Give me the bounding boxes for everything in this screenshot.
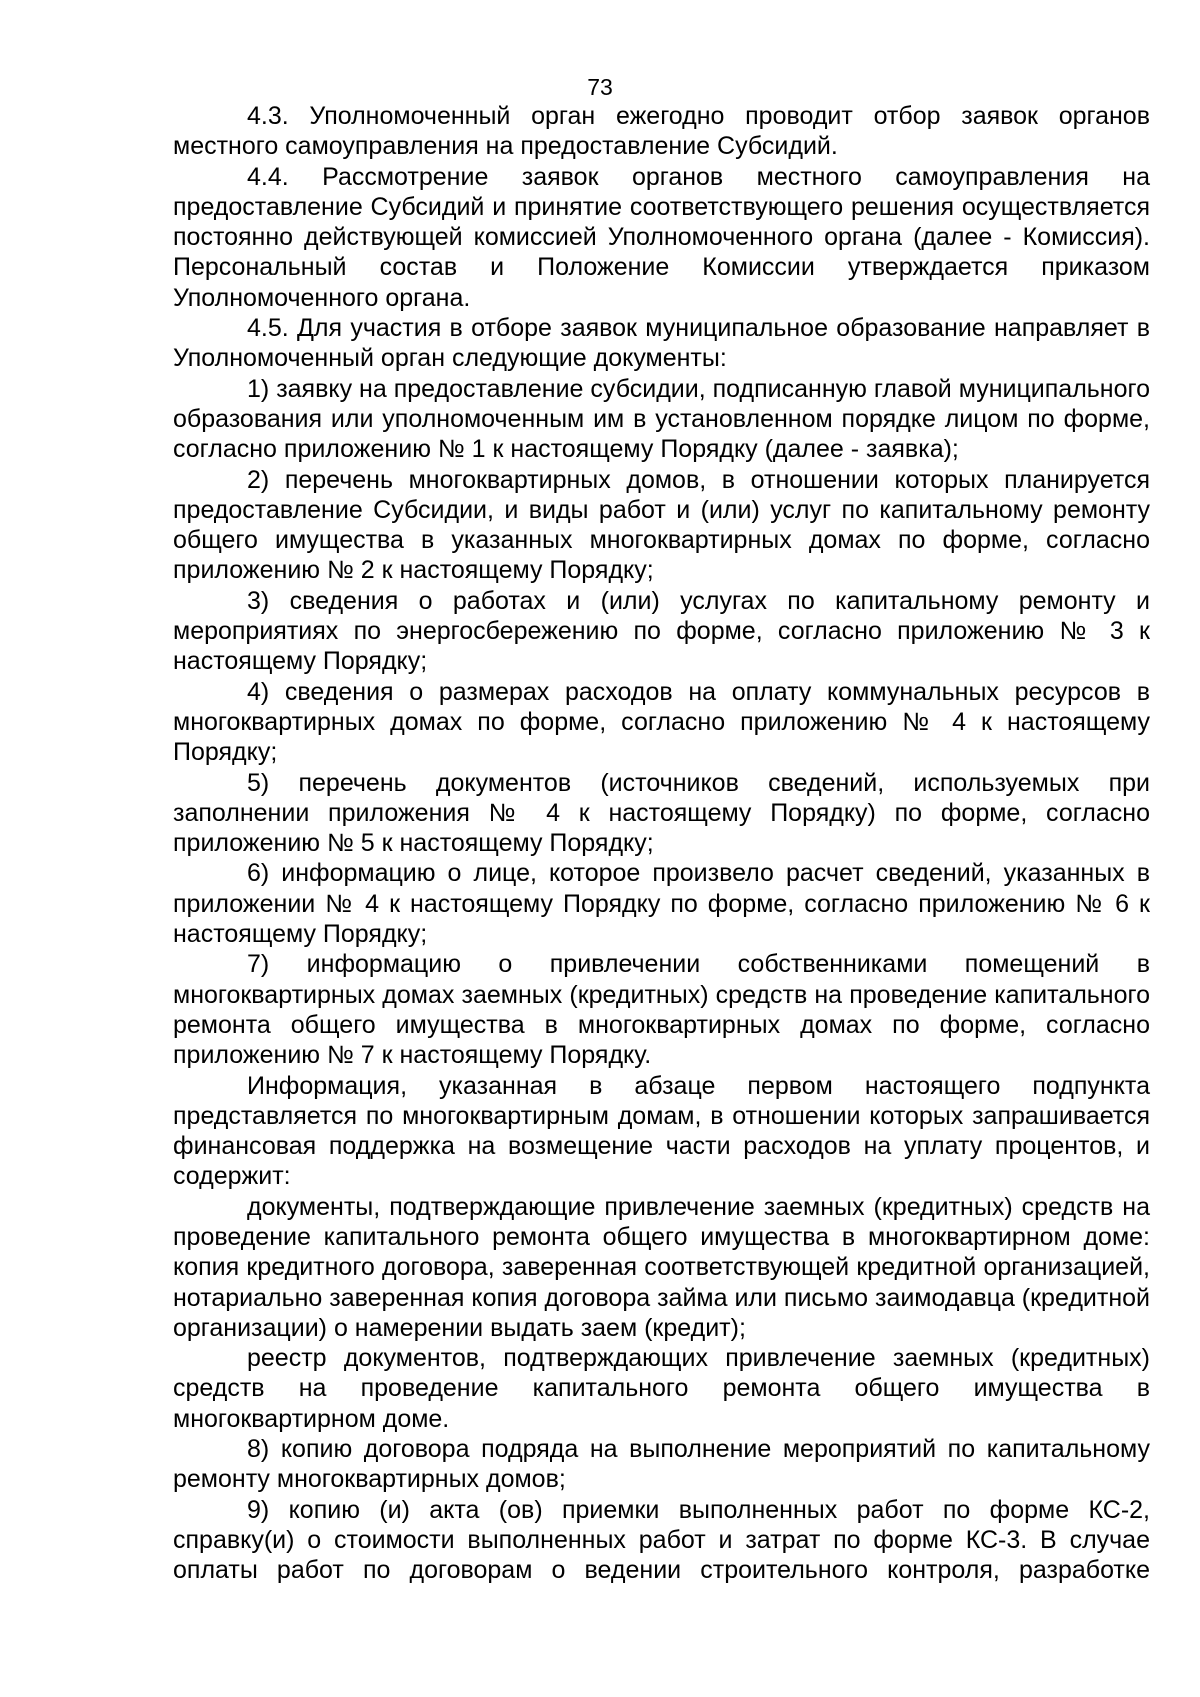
- list-item-6: 6) информацию о лице, которое произвело расчет сведений, указанных в приложении № 4 к настоящему Порядку по форме, согласно приложению № 6 к настоящему Порядку;: [173, 859, 1150, 949]
- list-item-9: 9) копию (и) акта (ов) приемки выполненных работ по форме КС-2, справку(и) о стоимости выполненных работ и затрат по форме КС-3. В случае оплаты работ по договорам о ведении строительного контроля, разработке: [173, 1495, 1150, 1585]
- info-paragraph: Информация, указанная в абзаце первом настоящего подпункта представляется по многоквартирным домам, в отношении которых запрашивается финансовая поддержка на возмещение части расходов на уплату процентов, и содержит:: [173, 1071, 1150, 1191]
- list-item-7: 7) информацию о привлечении собственниками помещений в многоквартирных домах заемных (кредитных) средств на проведение капитального ремонта общего имущества в многоквартирных домах по форме, согласно приложению № 7 к настоящему Порядку.: [173, 950, 1150, 1070]
- list-item-8: 8) копию договора подряда на выполнение мероприятий по капитальному ремонту многоквартирных домов;: [173, 1435, 1150, 1494]
- list-item-4: 4) сведения о размерах расходов на оплату коммунальных ресурсов в многоквартирных домах по форме, согласно приложению № 4 к настоящему Порядку;: [173, 677, 1150, 767]
- documents-paragraph: документы, подтверждающие привлечение заемных (кредитных) средств на проведение капитального ремонта общего имущества в многоквартирном доме: копия кредитного договора, заверенная соответствующей кредитной организацией, нотариально заверенная копия договора займа или письмо заимодавца (кредитной организации) о намерении выдать заем (кредит);: [173, 1192, 1150, 1342]
- registry-paragraph: реестр документов, подтверждающих привлечение заемных (кредитных) средств на проведение капитального ремонта общего имущества в многоквартирном доме.: [173, 1344, 1150, 1433]
- paragraph-4-3: 4.3. Уполномоченный орган ежегодно проводит отбор заявок органов местного самоуправления на предоставление Субсидий.: [173, 102, 1150, 161]
- paragraph-4-4: 4.4. Рассмотрение заявок органов местного самоуправления на предоставление Субсидий и принятие соответствующего решения осуществляется постоянно действующей комиссией Уполномоченного органа (далее - Комиссия). Персональный состав и Положение Комиссии утверждается приказом Уполномоченного органа.: [173, 162, 1150, 312]
- list-item-1: 1) заявку на предоставление субсидии, подписанную главой муниципального образования или уполномоченным им в установленном порядке лицом по форме, согласно приложению № 1 к настоящему Порядку (далее - заявка);: [173, 374, 1150, 464]
- paragraph-4-5: 4.5. Для участия в отборе заявок муниципальное образование направляет в Уполномоченный орган следующие документы:: [173, 314, 1150, 373]
- page-number: 73: [587, 74, 613, 100]
- document-body: [173, 101, 1150, 1586]
- list-item-2: 2) перечень многоквартирных домов, в отношении которых планируется предоставление Субсидии, и виды работ и (или) услуг по капитальному ремонту общего имущества в указанных многоквартирных домах по форме, согласно приложению № 2 к настоящему Порядку;: [173, 465, 1150, 585]
- list-item-5: 5) перечень документов (источников сведений, используемых при заполнении приложения № 4 к настоящему Порядку) по форме, согласно приложению № 5 к настоящему Порядку;: [173, 768, 1150, 858]
- list-item-3: 3) сведения о работах и (или) услугах по капитальному ремонту и мероприятиях по энергосбережению по форме, согласно приложению № 3 к настоящему Порядку;: [173, 586, 1150, 676]
